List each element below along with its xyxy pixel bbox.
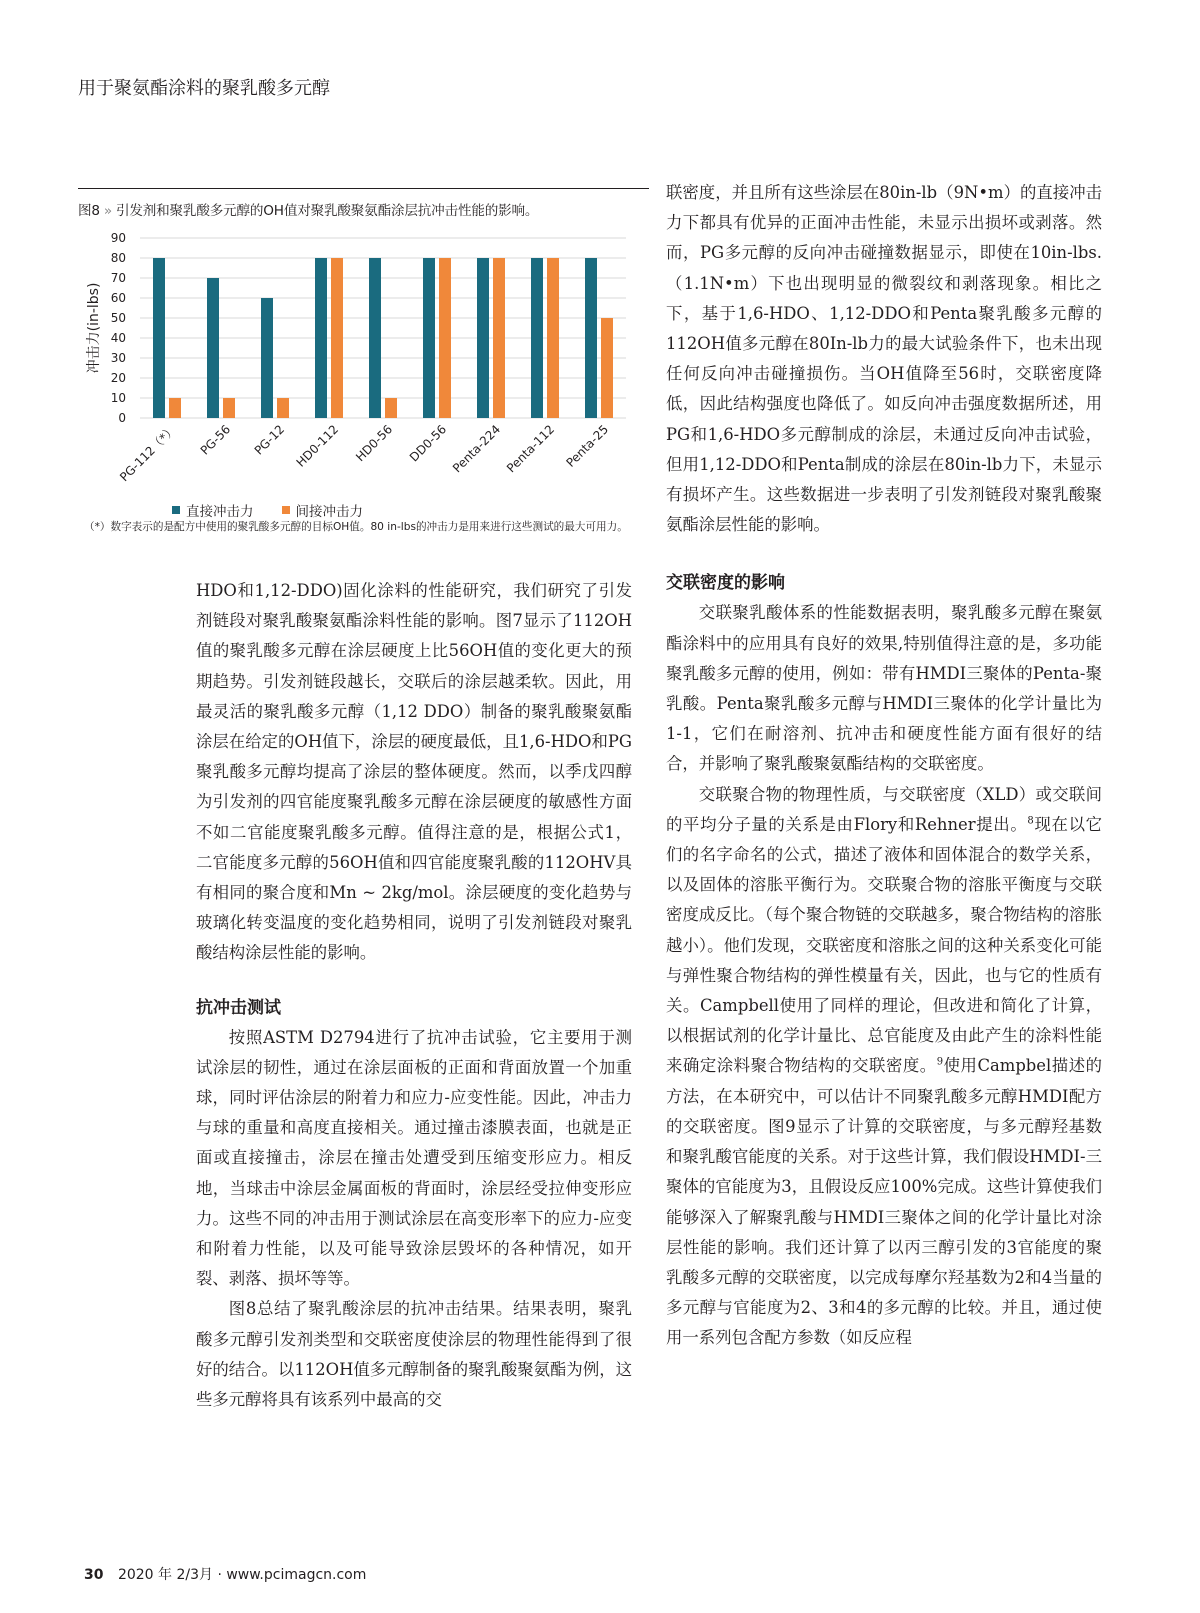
legend-item-direct: [172, 500, 254, 520]
figure-label: 图8: [78, 203, 100, 219]
bar-reverse: [601, 318, 613, 418]
footer-separator: ·: [217, 1567, 222, 1583]
impact-bar-chart: [78, 226, 649, 526]
bar-reverse: [277, 398, 289, 418]
figure-note: （*）数字表示的是配方中使用的聚乳酸多元醇的目标OH值。80 in-lbs的冲击力是用来进行这些测试的最大可用力。: [84, 521, 628, 533]
x-tick-label: HD0-112: [293, 422, 342, 470]
bar-direct: [423, 258, 435, 418]
paragraph: 图8总结了聚乳酸涂层的抗冲击结果。结果表明，聚乳酸多元醇引发剂类型和交联密度使涂层的物理性能得到了很好的结合。以112OH值多元醇制备的聚乳酸聚氨酯为例，这些多元醇将具有该系列中最高的交: [196, 1299, 632, 1410]
text-run: 交联聚合物的物理性质，与交联密度（XLD）或交联间的平均分子量的关系是由Flory和Rehner提出。: [666, 784, 1102, 834]
issue-date: 2020 年 2/3月: [117, 1567, 213, 1583]
citation-9: 9: [936, 1057, 944, 1069]
bar-direct: [315, 258, 327, 418]
x-tick-label: PG-112（*）: [117, 422, 180, 485]
website: www.pcimagcn.com: [226, 1567, 367, 1583]
page-number: 30: [84, 1567, 104, 1583]
page-footer: [84, 1564, 366, 1584]
y-tick-label: 40: [110, 331, 126, 345]
bar-direct: [585, 258, 597, 418]
left-column: [196, 576, 632, 1415]
right-column: [666, 178, 1102, 1354]
legend-item-reverse: [282, 500, 364, 520]
x-tick-label: PG-12: [251, 422, 288, 458]
legend-label-direct: 直接冲击力: [186, 504, 254, 520]
bar-reverse: [547, 258, 559, 418]
y-tick-label: 90: [110, 231, 126, 245]
y-tick-label: 50: [110, 311, 126, 325]
x-tick-label: PG-56: [197, 422, 234, 458]
legend-label-reverse: 间接冲击力: [295, 504, 363, 520]
bar-reverse: [223, 398, 235, 418]
y-tick-label: 60: [110, 291, 126, 305]
caption-arrows: »: [103, 203, 112, 219]
bar-direct: [477, 258, 489, 418]
section-heading-impact-test: 抗冲击测试: [196, 997, 281, 1018]
x-tick-label: HD0-56: [353, 422, 396, 465]
running-header: 用于聚氨酯涂料的聚乳酸多元醇: [78, 78, 330, 99]
y-tick-label: 80: [110, 251, 126, 265]
bar-reverse: [439, 258, 451, 418]
bar-direct: [369, 258, 381, 418]
text-run: 现在以它们的名字命名的公式，描述了液体和固体混合的数学关系，以及固体的溶胀平衡行为。交联聚合物的溶胀平衡度与交联密度成反比。（每个聚合物链的交联越多，聚合物结构的溶胀越小）。他们发现，交联密度和溶胀之间的这种关系变化可能与弹性聚合物结构的弹性模量有关，因此，也与它的性质有关。Campbell使用了同样的理论，但改进和简化了计算，以根据试剂的化学计量比、总官能度及由此产生的涂料性能来确定涂料聚合物结构的交联密度。: [666, 814, 1103, 1076]
legend-swatch-direct: [172, 506, 180, 514]
x-tick-label: DD0-56: [406, 422, 450, 465]
y-tick-label: 70: [110, 271, 126, 285]
y-tick-label: 0: [118, 411, 126, 425]
x-tick-label: Penta-224: [450, 422, 504, 476]
bar-reverse: [331, 258, 343, 418]
figure-caption: [78, 199, 649, 219]
y-tick-label: 20: [110, 371, 126, 385]
y-tick-label: 10: [110, 391, 126, 405]
bar-reverse: [169, 398, 181, 418]
y-axis-label: 冲击力(in-lbs): [86, 282, 102, 374]
citation-8: 8: [1027, 815, 1034, 827]
figure-8: [78, 188, 649, 485]
legend-swatch-reverse: [282, 506, 290, 514]
figure-top-rule: [78, 188, 649, 189]
bar-reverse: [385, 398, 397, 418]
bar-direct: [531, 258, 543, 418]
paragraph: 交联聚乳酸体系的性能数据表明，聚乳酸多元醇在聚氨酯涂料中的应用具有良好的效果,特别值得注意的是，多功能聚乳酸多元醇的使用，例如：带有HMDI三聚体的Penta-聚乳酸。Penta聚乳酸多元醇与HMDI三聚体的化学计量比为1-1，它们在耐溶剂、抗冲击和硬度性能方面有很好的结合，并影响了聚乳酸聚氨酯结构的交联密度。: [666, 603, 1102, 774]
figure-caption-text: 引发剂和聚乳酸多元醇的OH值对聚乳酸聚氨酯涂层抗冲击性能的影响。: [115, 203, 539, 219]
paragraph: [666, 780, 1102, 1354]
bar-direct: [207, 278, 219, 418]
bar-direct: [153, 258, 165, 418]
x-tick-label: Penta-25: [563, 422, 612, 470]
paragraph: HDO和1,12-DDO)固化涂料的性能研究，我们研究了引发剂链段对聚乳酸聚氨酯涂料性能的影响。图7显示了112OH值的聚乳酸多元醇在涂层硬度上比56OH值的变化更大的预期趋势。引发剂链段越长，交联后的涂层越柔软。因此，用最灵活的聚乳酸多元醇（1,12 DDO）制备的聚乳酸聚氨酯涂层在给定的OH值下，涂层的硬度最低，且1,6-HDO和PG聚乳酸多元醇均提高了涂层的整体硬度。然而，以季戊四醇为引发剂的四官能度聚乳酸多元醇在涂层硬度的敏感性方面不如二官能度聚乳酸多元醇。值得注意的是，根据公式1，二官能度多元醇的56OH值和四官能度聚乳酸的112OHV具有相同的聚合度和Mn ~ 2kg/mol。涂层硬度的变化趋势与玻璃化转变温度的变化趋势相同，说明了引发剂链段对聚乳酸结构涂层性能的影响。: [196, 581, 632, 963]
section-heading-crosslink-density: 交联密度的影响: [666, 573, 785, 594]
text-run: 使用Campbel描述的方法，在本研究中，可以估计不同聚乳酸多元醇HMDI配方的交联密度。图9显示了计算的交联密度，与多元醇羟基数和聚乳酸官能度的关系。对于这些计算，我们假设HMDI-三聚体的官能度为3，且假设反应100%完成。这些计算使我们能够深入了解聚乳酸与HMDI三聚体之间的化学计量比对涂层性能的影响。我们还计算了以丙三醇引发的3官能度的聚乳酸多元醇的交联密度，以完成每摩尔羟基数为2和4当量的多元醇与官能度为2、3和4的多元醇的比较。并且，通过使用一系列包含配方参数（如反应程: [666, 1056, 1102, 1348]
x-tick-label: Penta-112: [504, 422, 558, 476]
paragraph: 按照ASTM D2794进行了抗冲击试验，它主要用于测试涂层的韧性，通过在涂层面板的正面和背面放置一个加重球，同时评估涂层的附着力和应力-应变性能。因此，冲击力与球的重量和高度直接相关。通过撞击漆膜表面，也就是正面或直接撞击，涂层在撞击处遭受到压缩变形应力。相反地，当球击中涂层金属面板的背面时，涂层经受拉伸变形应力。这些不同的冲击用于测试涂层在高变形率下的应力-应变和附着力性能，以及可能导致涂层毁坏的各种情况，如开裂、剥落、损坏等等。: [196, 1027, 632, 1289]
chart-svg: [78, 226, 649, 526]
chart-legend: [172, 500, 363, 520]
bar-reverse: [493, 258, 505, 418]
bar-direct: [261, 298, 273, 418]
y-tick-label: 30: [110, 351, 126, 365]
paragraph: 联密度，并且所有这些涂层在80in-lb（9N•m）的直接冲击力下都具有优异的正面冲击性能，未显示出损坏或剥落。然而，PG多元醇的反向冲击碰撞数据显示，即使在10in-lbs.（1.1N•m）下也出现明显的微裂纹和剥落现象。相比之下，基于1,6-HDO、1,12-DDO和Penta聚乳酸多元醇的112OH值多元醇在80In-lb力的最大试验条件下，也未出现任何反向冲击碰撞损伤。当OH值降至56时，交联密度降低，因此结构强度也降低了。如反向冲击强度数据所述，用PG和1,6-HDO多元醇制成的涂层，未通过反向冲击试验，但用1,12-DDO和Penta制成的涂层在80in-lb力下，未显示有损坏产生。这些数据进一步表明了引发剂链段对聚乳酸聚氨酯涂层性能的影响。: [666, 183, 1102, 535]
